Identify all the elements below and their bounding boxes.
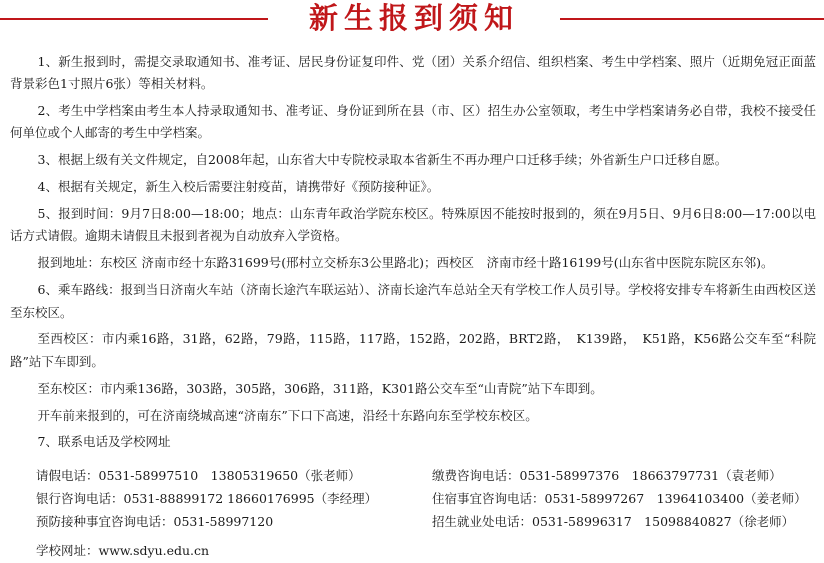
contact-row: [36, 511, 816, 534]
title-rule-left: [0, 18, 268, 20]
contact-vaccination: 预防接种事宜咨询电话：0531-58997120: [36, 513, 274, 529]
paragraph-5: 5、报到时间：9月7日8:00—18:00；地点：山东青年政治学院东校区。特殊原因不能按时报到的，须在9月5日、9月6日8:00—17:00以电话方式请假。逾期未请假且未报到者视为自动放弃入学资格。: [10, 206, 816, 244]
paragraph-1: 1、新生报到时，需提交录取通知书、准考证、居民身份证复印件、党（团）关系介绍信、组织档案、考生中学档案、照片（近期免冠正面蓝背景彩色1寸照片6张）等相关材料。: [10, 54, 816, 92]
paragraph-5-address: 报到地址：东校区 济南市经十东路31699号(邢村立交桥东3公里路北)；西校区 济南市经十路16199号(山东省中医院东院区东邻)。: [37, 255, 774, 271]
contact-bank: 银行咨询电话：0531-88899172 18660176995（李经理）: [36, 490, 378, 506]
contact-admissions: 招生就业处电话：0531-58996317 15098840827（徐老师）: [432, 513, 795, 529]
paragraph-2: 2、考生中学档案由考生本人持录取通知书、准考证、身份证到所在县（市、区）招生办公室领取，考生中学档案请务必自带，我校不接受任何单位或个人邮寄的考生中学档案。: [10, 103, 816, 141]
paragraph-6-west-route: 至西校区：市内乘16路，31路，62路，79路，115路，117路，152路，202路，BRT2路， K139路， K51路，K56路公交车至“科院路”站下车即到。: [10, 331, 816, 369]
paragraph-6: 6、乘车路线：报到当日济南火车站（济南长途汽车联运站）、济南长途汽车总站全天有学校工作人员引导。学校将安排专车将新生由西校区送至东校区。: [10, 282, 816, 320]
page-title: 新生报到须知: [308, 1, 519, 35]
contact-row: [36, 465, 816, 488]
paragraph-3: 3、根据上级有关文件规定，自2008年起，山东省大中专院校录取本省新生不再办理户口迁移手续；外省新生户口迁移自愿。: [37, 152, 728, 168]
contact-row: [36, 488, 816, 511]
paragraph-6-east-route: 至东校区：市内乘136路，303路，305路，306路，311路，K301路公交车至“山青院”站下车即到。: [37, 380, 603, 396]
title-rule-right: [560, 18, 824, 20]
paragraph-6-driving: 开车前来报到的，可在济南绕城高速“济南东”下口下高速，沿经十东路向东至学校东校区。: [37, 407, 538, 423]
contact-payment: 缴费咨询电话：0531-58997376 18663797731（袁老师）: [432, 468, 782, 483]
paragraph-4: 4、根据有关规定，新生入校后需要注射疫苗，请携带好《预防接种证》。: [37, 179, 440, 195]
contact-housing: 住宿事宜咨询电话：0531-58997267 13964103400（姜老师）: [432, 490, 807, 506]
contact-list: [36, 465, 816, 533]
notice-body: [10, 51, 816, 458]
header: [0, 0, 824, 36]
paragraph-7: 7、联系电话及学校网址: [37, 434, 171, 450]
school-website: 学校网址：www.sdyu.edu.cn: [36, 543, 210, 558]
contact-leave: 请假电话：0531-58997510 13805319650（张老师）: [36, 468, 361, 483]
